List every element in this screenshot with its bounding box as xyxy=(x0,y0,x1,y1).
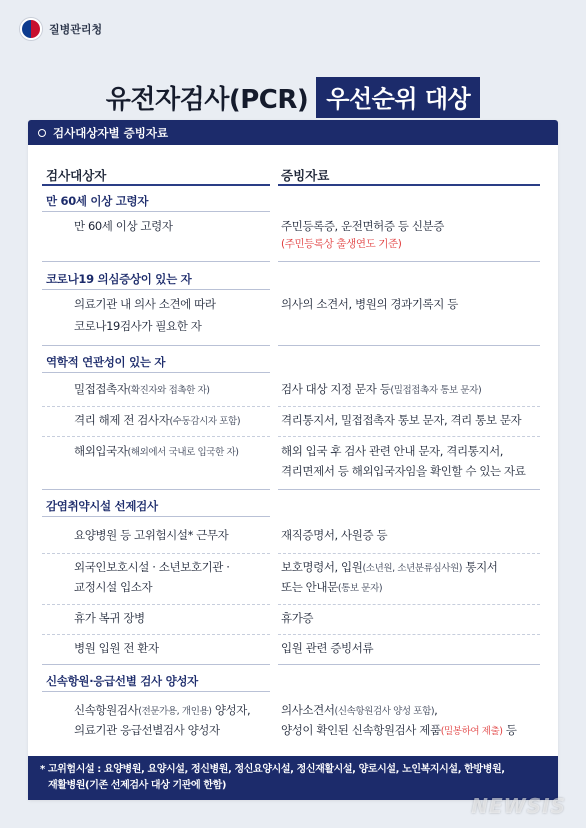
evidence-rapid-positive-l2: 양성이 확인된 신속항원검사 제품(밀봉하여 제출) 등 xyxy=(281,723,517,737)
evidence-rapid-positive-l1: 의사소견서(신속항원검사 양성 포함), xyxy=(281,703,438,717)
evidence-quarantine-release: 격리통지서, 밀접접촉자 통보 문자, 격리 통보 문자 xyxy=(281,413,522,427)
evidence-overseas-arrival-l1: 해외 입국 후 검사 관련 안내 문자, 격리통지서, xyxy=(281,444,504,458)
evidence-elderly-note: (주민등록상 출생연도 기준) xyxy=(281,238,402,250)
logo-text: 질병관리청 xyxy=(49,23,103,36)
section-rule xyxy=(42,664,270,665)
evidence-symptomatic: 의사의 소견서, 병원의 경과기록지 등 xyxy=(281,297,458,311)
evidence-elderly: 주민등록증, 운전면허증 등 신분증 xyxy=(281,219,444,233)
header-rule-left xyxy=(42,184,270,186)
target-protection-facility-l2: 교정시설 입소자 xyxy=(74,580,153,594)
evidence-protection-facility-l1: 보호명령서, 입원(소년원, 소년분류심사원) 통지서 xyxy=(281,560,498,574)
evidence-returning-soldier: 휴가증 xyxy=(281,611,314,625)
target-returning-soldier: 휴가 복귀 장병 xyxy=(74,611,145,625)
target-overseas-arrival: 해외입국자(해외에서 국내로 입국한 자) xyxy=(74,444,239,458)
section-rule xyxy=(42,345,270,346)
row-divider xyxy=(278,634,540,635)
target-rapid-positive-l1: 신속항원검사(전문가용, 개인용) 양성자, xyxy=(74,703,251,717)
evidence-protection-facility-l2: 또는 안내문(통보 문자) xyxy=(281,580,383,594)
section-title-epidemiological: 역학적 연관성이 있는 자 xyxy=(46,355,166,369)
row-divider xyxy=(42,553,270,554)
evidence-overseas-arrival-l2: 격리면제서 등 해외입국자임을 확인할 수 있는 자료 xyxy=(281,464,526,478)
target-high-risk-worker: 요양병원 등 고위험시설* 근무자 xyxy=(74,528,229,542)
footnote-line-1: * 고위험시설 : 요양병원, 요양시설, 정신병원, 정신요양시설, 정신재활시설, 양로시설, 노인복지시설, 한방병원, xyxy=(40,764,505,775)
target-elderly: 만 60세 이상 고령자 xyxy=(74,219,173,233)
page-title xyxy=(0,77,586,118)
target-pre-admission-patient: 병원 입원 전 환자 xyxy=(74,641,159,655)
section-rule xyxy=(278,664,540,665)
section-rule xyxy=(42,516,270,517)
column-header-target: 검사대상자 xyxy=(46,168,107,183)
section-title-elderly: 만 60세 이상 고령자 xyxy=(46,194,149,208)
row-divider xyxy=(42,634,270,635)
section-rule xyxy=(42,691,270,692)
evidence-close-contact: 검사 대상 지정 문자 등(밀접접촉자 통보 문자) xyxy=(281,382,482,396)
target-protection-facility-l1: 외국인보호시설 · 소년보호기관 · xyxy=(74,560,230,574)
header-rule-right xyxy=(278,184,540,186)
section-rule xyxy=(278,489,540,490)
section-rule xyxy=(42,211,270,212)
target-quarantine-release: 격리 해제 전 검사자(수동감시자 포함) xyxy=(74,413,241,427)
section-rule xyxy=(42,289,270,290)
card-header-title: 검사대상자별 증빙자료 xyxy=(53,125,169,140)
title-main: 유전자검사(PCR) xyxy=(105,85,309,115)
section-rule xyxy=(278,261,540,262)
row-divider xyxy=(42,604,270,605)
section-title-rapid-test-positive: 신속항원·응급선별 검사 양성자 xyxy=(46,674,198,688)
target-symptomatic-l2: 코로나19검사가 필요한 자 xyxy=(74,319,202,333)
row-divider xyxy=(278,553,540,554)
target-rapid-positive-l2: 의료기관 응급선별검사 양성자 xyxy=(74,723,220,737)
evidence-high-risk-worker: 재직증명서, 사원증 등 xyxy=(281,528,388,542)
section-rule xyxy=(42,489,270,490)
section-rule xyxy=(42,372,270,373)
target-close-contact: 밀접접촉자(확진자와 접촉한 자) xyxy=(74,382,210,396)
section-title-vulnerable-facilities: 감염취약시설 선제검사 xyxy=(46,499,158,513)
column-header-evidence: 증빙자료 xyxy=(281,168,330,183)
evidence-pre-admission-patient: 입원 관련 증빙서류 xyxy=(281,641,374,655)
row-divider xyxy=(278,604,540,605)
row-divider xyxy=(278,436,540,437)
section-rule xyxy=(278,345,540,346)
circle-bullet-icon xyxy=(38,129,46,137)
section-title-symptomatic: 코로나19 의심증상이 있는 자 xyxy=(46,272,192,286)
section-rule xyxy=(42,261,270,262)
target-symptomatic-l1: 의료기관 내 의사 소견에 따라 xyxy=(74,297,216,311)
row-divider xyxy=(278,406,540,407)
row-divider xyxy=(42,436,270,437)
row-divider xyxy=(42,406,270,407)
newsis-watermark: NEWSIS xyxy=(471,794,566,818)
card-header xyxy=(28,120,558,145)
evidence-card xyxy=(28,120,558,800)
title-highlight: 우선순위 대상 xyxy=(316,77,480,118)
footnote-line-2: 재활병원(기존 선제검사 대상 기관에 한함) xyxy=(48,780,227,791)
logo xyxy=(20,18,102,40)
kdca-emblem-icon xyxy=(20,18,42,40)
